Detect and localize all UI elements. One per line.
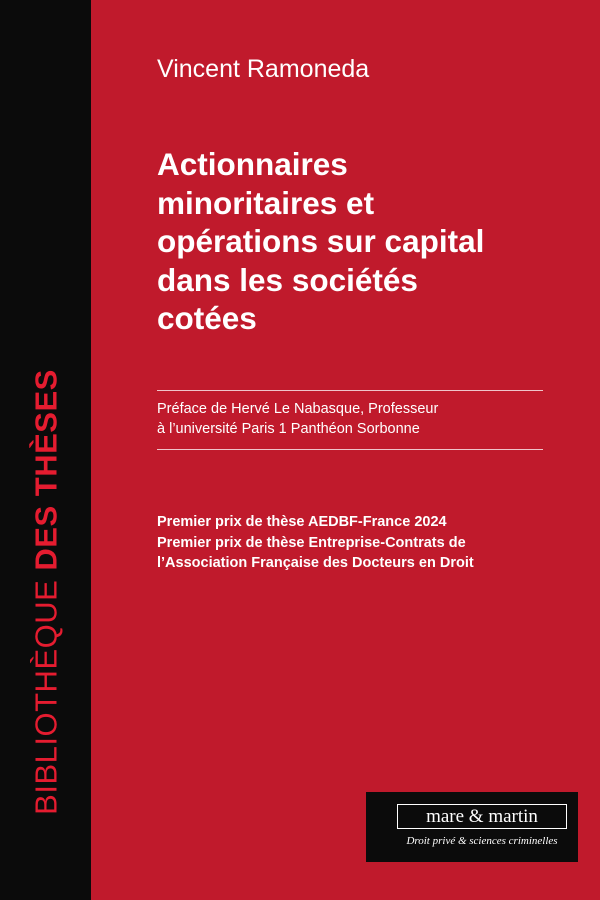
author-name: Vincent Ramoneda [157, 55, 370, 83]
series-name-light: BIBLIOTHÈQUE [28, 579, 64, 815]
title-line: opérations sur capital [157, 223, 485, 259]
title-line: minoritaires et [157, 184, 375, 221]
book-title [157, 145, 577, 338]
series-name-bold: DES THÈSES [28, 369, 64, 571]
preface-line: Préface de Hervé Le Nabasque, Professeur [157, 401, 439, 417]
award-line: Premier prix de thèse AEDBF-France 2024 [157, 514, 447, 530]
divider-bottom [157, 449, 543, 450]
awards-text [157, 512, 577, 574]
publisher-logo: mare & martin [397, 804, 567, 829]
award-line: l’Association Française des Docteurs en Droit [157, 555, 474, 571]
publisher-collection: Droit privé & sciences criminelles [406, 835, 558, 847]
publisher-block [366, 792, 578, 862]
preface-credit [157, 399, 557, 439]
series-name [28, 369, 64, 815]
award-line: Premier prix de thèse Entreprise-Contrats de [157, 534, 466, 551]
title-line: Actionnaires [157, 146, 348, 182]
series-spine-band [0, 0, 91, 900]
divider-top [157, 390, 543, 391]
preface-line: à l’université Paris 1 Panthéon Sorbonne [157, 421, 420, 437]
title-line: dans les sociétés [157, 261, 418, 298]
title-line: cotées [157, 300, 257, 336]
